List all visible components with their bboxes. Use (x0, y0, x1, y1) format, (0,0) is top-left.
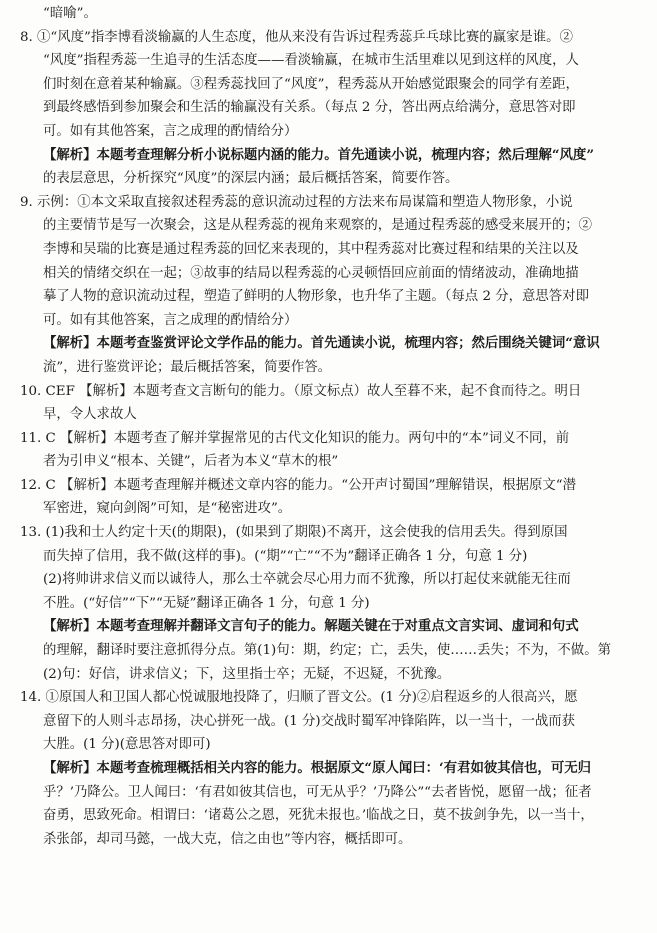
text-line: 14. ①原国人和卫国人都心悦诚服地投降了，归顺了晋文公。(1 分)②启程返乡的人很高兴，愿 (20, 690, 578, 706)
text-line: 大胜。(1 分)(意思答对即可) (43, 737, 211, 753)
text-line: 摹了人物的意识流动过程，塑造了鲜明的人物形象，也升华了主题。（每点 2 分，意思答对即 (43, 289, 589, 305)
text-line: 意留下的人则斗志昂扬，决心拼死一战。(1 分)交战时蜀军冲锋陷阵，以一当十，一战而获 (43, 713, 576, 729)
text-line: 乎？’乃降公。卫人闻曰：‘有君如彼其信也，可无从乎？’乃降公”“去者皆悦，愿留一战；征者 (43, 784, 592, 800)
analysis-line: 【解析】本题考查梳理概括相关内容的能力。根据原文“原人闻曰：‘有君如彼其信也，可无归 (43, 760, 591, 776)
text-line: 的表层意思，分析探究“风度”的深层内涵；最后概括答案，简要作答。 (43, 171, 459, 187)
text-line: 10. CEF 【解析】本题考查文言断句的能力。（原文标点）故人至暮不来，起不食而待之。明日 (20, 383, 582, 399)
analysis-line: 【解析】本题考查鉴赏评论文学作品的能力。首先通读小说，梳理内容；然后围绕关键词“意识 (43, 335, 600, 352)
text-line: 13. (1)我和士人约定十天(的期限)，(如果到了期限)不离开，这会使我的信用丢失。得到原国 (20, 525, 568, 541)
text-line: 早，令人求故人 (43, 407, 137, 423)
text-line: 相关的情绪交织在一起；③故事的结局以程秀蕊的心灵顿悟回应前面的情绪波动，准确地描 (43, 265, 579, 281)
text-line: 可。如有其他答案，言之成理的酌情给分） (43, 312, 298, 328)
text-line: 8. ①“风度”指李博看淡输赢的人生态度，他从来没有告诉过程秀蕊乒乓球比赛的赢家是谁。② (20, 29, 573, 45)
text-line: “暗喻”。 (43, 6, 97, 21)
text-line: 9. 示例：①本文采取直接叙述程秀蕊的意识流动过程的方法来布局谋篇和塑造人物形象，小说 (20, 194, 573, 210)
text-line: 者为引申义“根本、关键”，后者为本义“草木的根” (43, 454, 339, 470)
text-line: 11. C 【解析】本题考查了解并掌握常见的古代文化知识的能力。两句中的“本”词义不同，前 (20, 430, 570, 446)
text-line: 的主要情节是写一次聚会，这是从程秀蕊的视角来观察的，是通过程秀蕊的感受来展开的；② (43, 218, 593, 234)
text-line: (2)句：好信，讲求信义；下，这里指士卒；无疑，不迟疑，不犹豫。 (43, 666, 451, 682)
text-line: 可。如有其他答案，言之成理的酌情给分） (43, 123, 298, 139)
text-line: (2)将帅讲求信义而以诚待人，那么士卒就会尽心用力而不犹豫，所以打起仗来就能无往而 (43, 572, 571, 588)
text-line: 杀张郃，却司马懿，一战大克，信之由也”等内容，概括即可。 (43, 831, 412, 847)
text-line: 们时刻在意着某种输赢。③程秀蕊找回了“风度”，程秀蕊从开始感觉跟聚会的同学有差距， (43, 76, 579, 92)
text-line: 到最终感悟到参加聚会和生活的输赢没有关系。（每点 2 分，答出两点给满分，意思答对即 (43, 100, 576, 116)
analysis-line: 【解析】本题考查理解分析小说标题内涵的能力。首先通读小说，梳理内容；然后理解“风度” (43, 146, 595, 163)
analysis-line: 【解析】本题考查理解并翻译文言句子的能力。解题关键在于对重点文言实词、虚词和句式 (43, 618, 579, 635)
text-line: 不胜。(“好信”“下”“无疑”翻译正确各 1 分，句意 1 分) (43, 595, 370, 611)
text-line: 12. C 【解析】本题考查理解并概述文章内容的能力。“公开声讨蜀国”理解错误，根据原文“潜 (20, 477, 577, 493)
text-line: 军密进，窥向剑阁”可知，是“秘密进攻”。 (43, 501, 292, 517)
text-line: 而失掉了信用，我不做(这样的事)。(“期”“亡”“不为”翻译正确各 1 分，句意 1 分) (43, 548, 528, 564)
text-line: 奋勇，思致死命。相谓曰：‘诸葛公之恩，死犹未报也。’临战之日，莫不拔剑争先，以一当十， (43, 808, 594, 824)
text-line: “风度”指程秀蕊一生追寻的生活态度——看淡输赢，在城市生活里难以见到这样的风度，人 (43, 53, 579, 69)
text-line: 的理解，翻译时要注意抓得分点。第(1)句：期，约定；亡，丢失，使……丢失；不为，不做。第 (43, 643, 611, 659)
text-line: 李博和吴瑞的比赛是通过程秀蕊的回忆来表现的，其中程秀蕊对比赛过程和结果的关注以及 (43, 241, 579, 257)
text-line: 流”，进行鉴赏评论；最后概括答案，简要作答。 (43, 359, 332, 375)
